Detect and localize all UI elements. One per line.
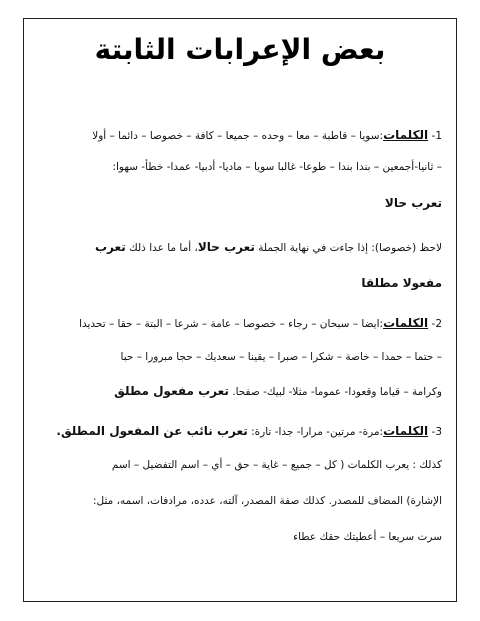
- line-11: [38, 493, 442, 509]
- line-10: [38, 457, 442, 473]
- heading-words-3: الكلمات: [383, 424, 429, 438]
- word-list-3: :مرة- مرتين- مرارا- جدا- تارة:: [247, 426, 384, 438]
- example-text: سرت سريعا – أعطيتك حقك عطاء: [293, 531, 442, 543]
- line-8: [38, 383, 442, 400]
- heading-words-1: الكلمات: [383, 128, 429, 142]
- also-text-continued: الإشارة) المضاف للمصدر. كذلك صفة المصدر، آلته، عدده، مرادفات، اسمه، مثل:: [92, 495, 442, 507]
- rule-maful-mutlaq-2: تعرب مفعول مطلق: [114, 384, 229, 398]
- item-number-1: 1-: [428, 130, 442, 142]
- note-text: لاحظ (خصوصا): إذا جاءت في نهاية الجملة: [254, 242, 442, 254]
- line-2: [38, 159, 442, 175]
- rule-naib: تعرب نائب عن المفعول المطلق.: [56, 424, 248, 438]
- line-9: [38, 423, 442, 440]
- word-list-1: :سويا – قاطبة – معا – وحده – جميعا – كافة – خصوصا – دائما – أولا: [92, 130, 384, 142]
- line-4: [38, 239, 442, 256]
- word-list-1-continued: – ثانيا-أجمعين – بندا بندا – طوعا- غالبا سويا – ماديا- أدبيا- عمدا- خطأ- سهوا:: [112, 161, 442, 173]
- line-6: [38, 315, 442, 332]
- line-12: [38, 529, 442, 545]
- note-text-2: ، أما ما عدا ذلك: [125, 242, 198, 254]
- note-bold-tueraab: تعرب: [94, 240, 126, 254]
- word-list-2-continued: – حتما – حمدا – خاصة – شكرا – صبرا – يقينا – سعديك – حجا مبرورا – حبا: [120, 351, 442, 363]
- document-frame: [23, 18, 457, 602]
- item-number-3: 3-: [428, 426, 442, 438]
- heading-words-2: الكلمات: [383, 316, 429, 330]
- rule-maful-mutlaq: مفعولا مطلقا: [361, 276, 442, 290]
- word-list-2-end: وكرامة – قياما وقعودا- عموما- مثلا- لبيك- صفحا.: [228, 386, 442, 398]
- word-list-2: :ايضا – سبحان – رجاء – خصوصا – عامة – شرعا – البتة – حقا – تحديدا: [79, 318, 384, 330]
- rule-hal: تعرب حالا: [384, 196, 442, 210]
- line-3: [38, 195, 442, 212]
- line-7: [38, 349, 442, 365]
- page-title: بعض الإعرابات الثابتة: [94, 33, 386, 66]
- item-number-2: 2-: [428, 318, 442, 330]
- note-bold-hal: تعرب حالا: [197, 240, 255, 254]
- also-text: كذلك : يعرب الكلمات ( كل – جميع – غاية – حق – أي – اسم التفضيل – اسم: [111, 459, 442, 471]
- line-1: [38, 127, 442, 144]
- line-5: [38, 275, 442, 292]
